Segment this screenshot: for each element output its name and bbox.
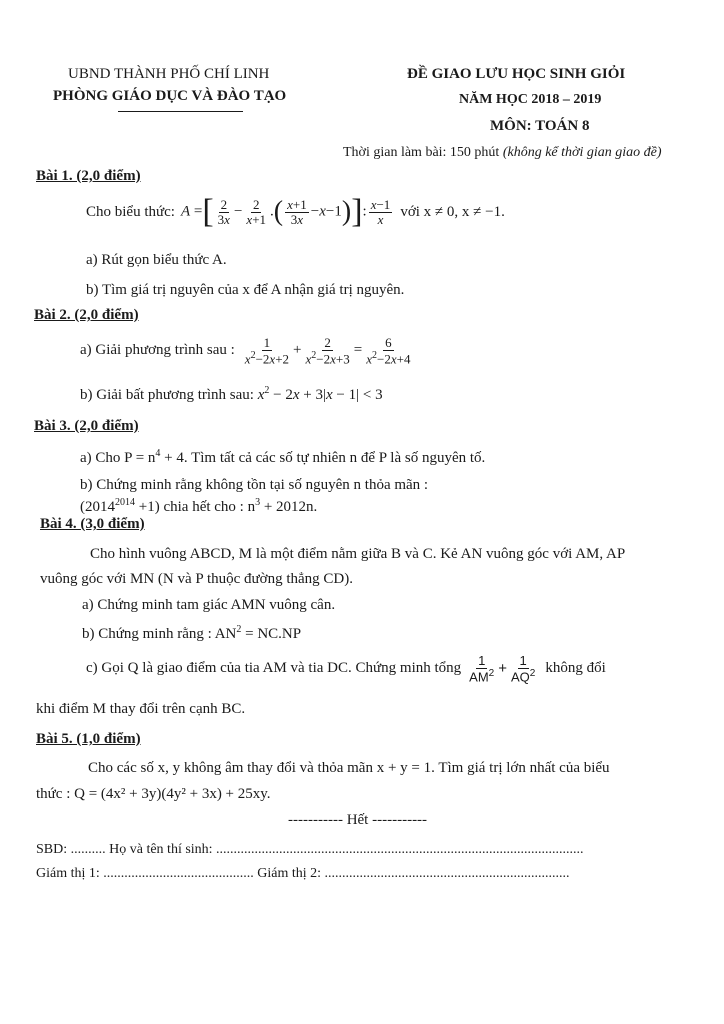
bai4-p2: vuông góc với MN (N và P thuộc đường thẳng CD). bbox=[40, 571, 353, 587]
bai3-b-line2: $(2014^{2014} +1)$ chia hết cho : $n^3 + 2012n$. bbox=[80, 497, 318, 515]
time-limit bbox=[343, 145, 662, 161]
candidate-info-line: SBD: .......... Họ và tên thí sinh: ......................................................................................................... bbox=[36, 842, 584, 857]
time-limit-main: Thời gian làm bài: 150 phút bbox=[343, 145, 500, 160]
bai2-a bbox=[80, 336, 414, 366]
bai5-p1: Cho các số x, y không âm thay đổi và thỏa mãn x + y = 1. Tìm giá trị lớn nhất của biểu bbox=[88, 760, 610, 776]
bai4-b: b) Chứng minh rằng : $AN^2 = NC.NP$ bbox=[82, 624, 302, 642]
bai3-b-line1: b) Chứng minh rằng không tồn tại số nguyên n thỏa mãn : bbox=[80, 477, 429, 493]
bai2-b bbox=[80, 385, 383, 404]
department-name: PHÒNG GIÁO DỤC VÀ ĐÀO TẠO bbox=[53, 88, 287, 104]
bai1-intro: Cho biểu thức: bbox=[86, 203, 175, 220]
bai1-expression bbox=[86, 195, 505, 229]
header-left-underline bbox=[118, 111, 243, 112]
subject: MÔN: TOÁN 8 bbox=[490, 118, 590, 134]
bai1-a: a) Rút gọn biểu thức A. bbox=[86, 252, 227, 268]
bai4-c-sum: $\frac{1}{AM^2}$ + $\frac{1}{AQ^2}$ bbox=[469, 653, 536, 684]
bai2-heading: Bài 2. (2,0 điểm) bbox=[34, 307, 139, 323]
bai1-condition: với x ≠ 0, x ≠ −1. bbox=[400, 203, 505, 220]
time-limit-note: (không kể thời gian giao đề) bbox=[502, 145, 662, 160]
bai4-c bbox=[86, 654, 606, 684]
bai1-formula: A =[ $\frac{2}{3x}$ − $\frac{2}{x+1}$ .( $\frac{x+1}{3x}$ −x−1)]: $\frac{x-1}{x}$ bbox=[180, 193, 391, 230]
bai4-b-post: = NC.NP bbox=[241, 626, 302, 642]
bai2-a-intro: a) Giải phương trình sau : bbox=[80, 342, 235, 359]
bai2-b-inequality: $x^2 - 2x + 3|x - 1| < 3$ bbox=[257, 385, 383, 403]
school-year: NĂM HỌC 2018 – 2019 bbox=[459, 92, 602, 107]
end-marker: ----------- Hết ----------- bbox=[288, 812, 428, 828]
bai3-a: a) Cho $P = n^4 + 4$. Tìm tất cả các số tự nhiên n để P là số nguyên tố. bbox=[80, 448, 486, 466]
bai5-heading: Bài 5. (1,0 điểm) bbox=[36, 731, 141, 747]
bai4-c-post: không đổi bbox=[545, 660, 606, 677]
bai3-a-pre: a) Cho P = n bbox=[80, 450, 156, 466]
bai4-b-pre: b) Chứng minh rằng : AN bbox=[82, 626, 237, 642]
proctor-line: Giám thị 1: ........................................... Giám thị 2: ...................................................................... bbox=[36, 866, 570, 881]
bai3-a-post: + 4. Tìm tất cả các số tự nhiên n để P là số nguyên tố. bbox=[160, 450, 486, 466]
bai5-p2: thức : Q = (4x² + 3y)(4y² + 3x) + 25xy. bbox=[36, 786, 271, 802]
exam-title: ĐỀ GIAO LƯU HỌC SINH GIỎI bbox=[407, 66, 626, 82]
bai4-heading: Bài 4. (3,0 điểm) bbox=[40, 516, 145, 532]
authority-name: UBND THÀNH PHỐ CHÍ LINH bbox=[68, 66, 270, 82]
bai4-p1: Cho hình vuông ABCD, M là một điểm nằm giữa B và C. Kẻ AN vuông góc với AM, AP bbox=[90, 546, 626, 562]
bai4-c-pre: c) Gọi Q là giao điểm của tia AM và tia DC. Chứng minh tổng bbox=[86, 660, 462, 677]
bai1-heading: Bài 1. (2,0 điểm) bbox=[36, 168, 141, 184]
bai4-a: a) Chứng minh tam giác AMN vuông cân. bbox=[82, 597, 336, 613]
bai1-b: b) Tìm giá trị nguyên của x để A nhận giá trị nguyên. bbox=[86, 282, 405, 298]
bai4-c-line2: khi điểm M thay đổi trên cạnh BC. bbox=[36, 701, 246, 717]
bai3-heading: Bài 3. (2,0 điểm) bbox=[34, 418, 139, 434]
bai2-b-intro: b) Giải bất phương trình sau: bbox=[80, 387, 254, 403]
bai2-a-equation: $\frac{1}{x^2-2x+2}$ + $\frac{2}{x^2-2x+3}$ = $\frac{6}{x^2-2x+4}$ bbox=[244, 335, 411, 366]
